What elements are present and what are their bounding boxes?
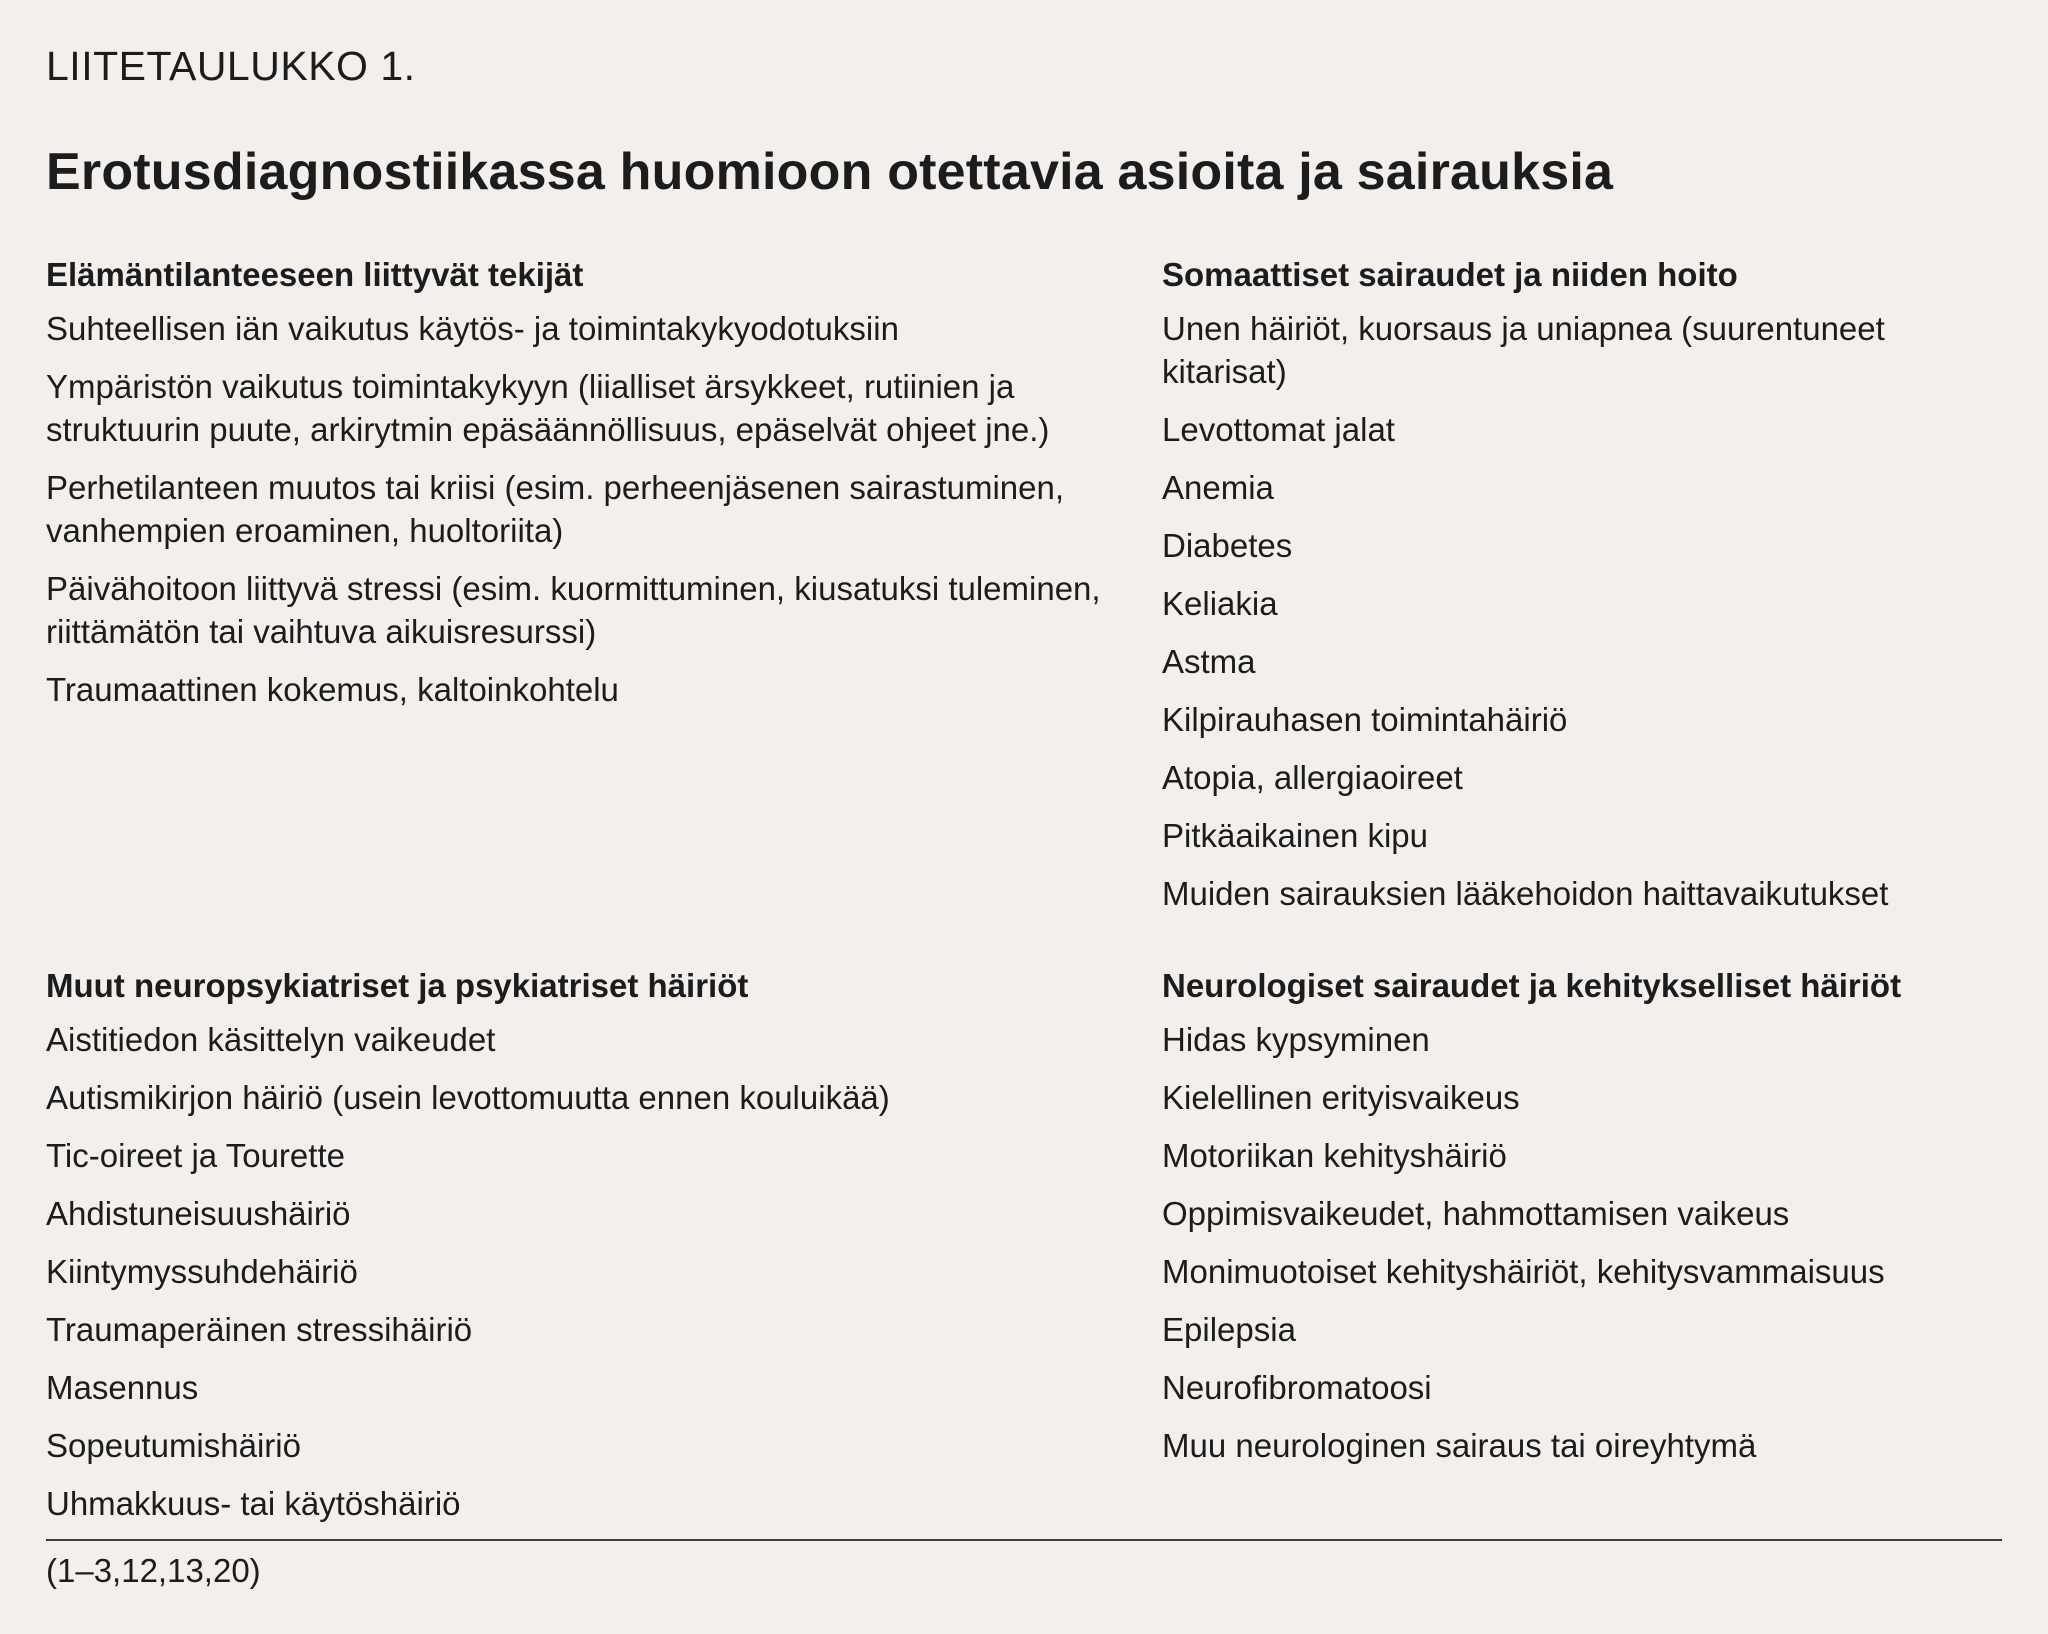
item-list xyxy=(46,307,1126,711)
section-heading: Somaattiset sairaudet ja niiden hoito xyxy=(1162,256,1738,293)
list-item: Muu neurologinen sairaus tai oireyhtymä xyxy=(1162,1427,1757,1464)
item-list xyxy=(1162,1018,2002,1467)
list-item: Sopeutumishäiriö xyxy=(46,1427,301,1464)
section-heading: Elämäntilanteeseen liittyvät tekijät xyxy=(46,256,584,293)
list-item: Kilpirauhasen toimintahäiriö xyxy=(1162,701,1568,738)
item-list xyxy=(1162,307,2002,915)
section-psychiatric-disorders xyxy=(46,964,1126,1540)
list-item: Masennus xyxy=(46,1369,199,1406)
list-item: Hidas kypsyminen xyxy=(1162,1021,1430,1058)
list-item: Pitkäaikainen kipu xyxy=(1162,817,1428,854)
list-item: Traumaattinen kokemus, kaltoinkohtelu xyxy=(46,671,619,708)
table-label: LIITETAULUKKO 1. xyxy=(46,43,416,89)
appendix-table xyxy=(46,0,2002,1634)
section-somatic-diseases xyxy=(1162,253,2002,930)
list-item: Kielellinen erityisvaikeus xyxy=(1162,1079,1520,1116)
list-item: Keliakia xyxy=(1162,585,1278,622)
list-item: Neurofibromatoosi xyxy=(1162,1369,1432,1406)
list-item: Tic-oireet ja Tourette xyxy=(46,1137,345,1174)
list-item: Traumaperäinen stressihäiriö xyxy=(46,1311,473,1348)
list-item: Astma xyxy=(1162,643,1256,680)
list-item: Atopia, allergiaoireet xyxy=(1162,759,1463,796)
table-title: Erotusdiagnostiikassa huomioon otettavia asioita ja sairauksia xyxy=(46,143,1614,201)
list-item: Ahdistuneisuushäiriö xyxy=(46,1195,351,1232)
list-item: Epilepsia xyxy=(1162,1311,1296,1348)
list-item: Suhteellisen iän vaikutus käytös- ja toimintakykyodotuksiin xyxy=(46,310,899,347)
item-list xyxy=(46,1018,1126,1525)
list-item: Motoriikan kehityshäiriö xyxy=(1162,1137,1507,1174)
list-item: Ympäristön vaikutus toimintakykyyn (liialliset ärsykkeet, rutiinien ja struktuurin puute, arkirytmin epäsäännöllisuus, epäselvät ohjeet jne.) xyxy=(46,368,1050,448)
section-life-situation xyxy=(46,253,1126,726)
section-heading: Neurologiset sairaudet ja kehitykselliset häiriöt xyxy=(1162,967,1902,1004)
list-item: Perhetilanteen muutos tai kriisi (esim. perheenjäsenen sairastuminen, vanhempien eroaminen, huoltoriita) xyxy=(46,469,1065,549)
list-item: Aistitiedon käsittelyn vaikeudet xyxy=(46,1021,496,1058)
list-item: Kiintymyssuhdehäiriö xyxy=(46,1253,358,1290)
list-item: Levottomat jalat xyxy=(1162,411,1395,448)
footer-divider xyxy=(46,1539,2002,1541)
list-item: Autismikirjon häiriö (usein levottomuutta ennen kouluikää) xyxy=(46,1079,890,1116)
list-item: Monimuotoiset kehityshäiriöt, kehitysvammaisuus xyxy=(1162,1253,1885,1290)
list-item: Oppimisvaikeudet, hahmottamisen vaikeus xyxy=(1162,1195,1790,1232)
source-references: (1–3,12,13,20) xyxy=(46,1552,261,1589)
list-item: Muiden sairauksien lääkehoidon haittavaikutukset xyxy=(1162,875,1889,912)
list-item: Päivähoitoon liittyvä stressi (esim. kuormittuminen, kiusatuksi tuleminen, riittämätön tai vaihtuva aikuisresurssi) xyxy=(46,570,1101,650)
list-item: Uhmakkuus- tai käytöshäiriö xyxy=(46,1485,461,1522)
list-item: Anemia xyxy=(1162,469,1274,506)
section-neurological-disorders xyxy=(1162,964,2002,1482)
list-item: Diabetes xyxy=(1162,527,1293,564)
section-heading: Muut neuropsykiatriset ja psykiatriset häiriöt xyxy=(46,967,749,1004)
list-item: Unen häiriöt, kuorsaus ja uniapnea (suurentuneet kitarisat) xyxy=(1162,310,1885,390)
